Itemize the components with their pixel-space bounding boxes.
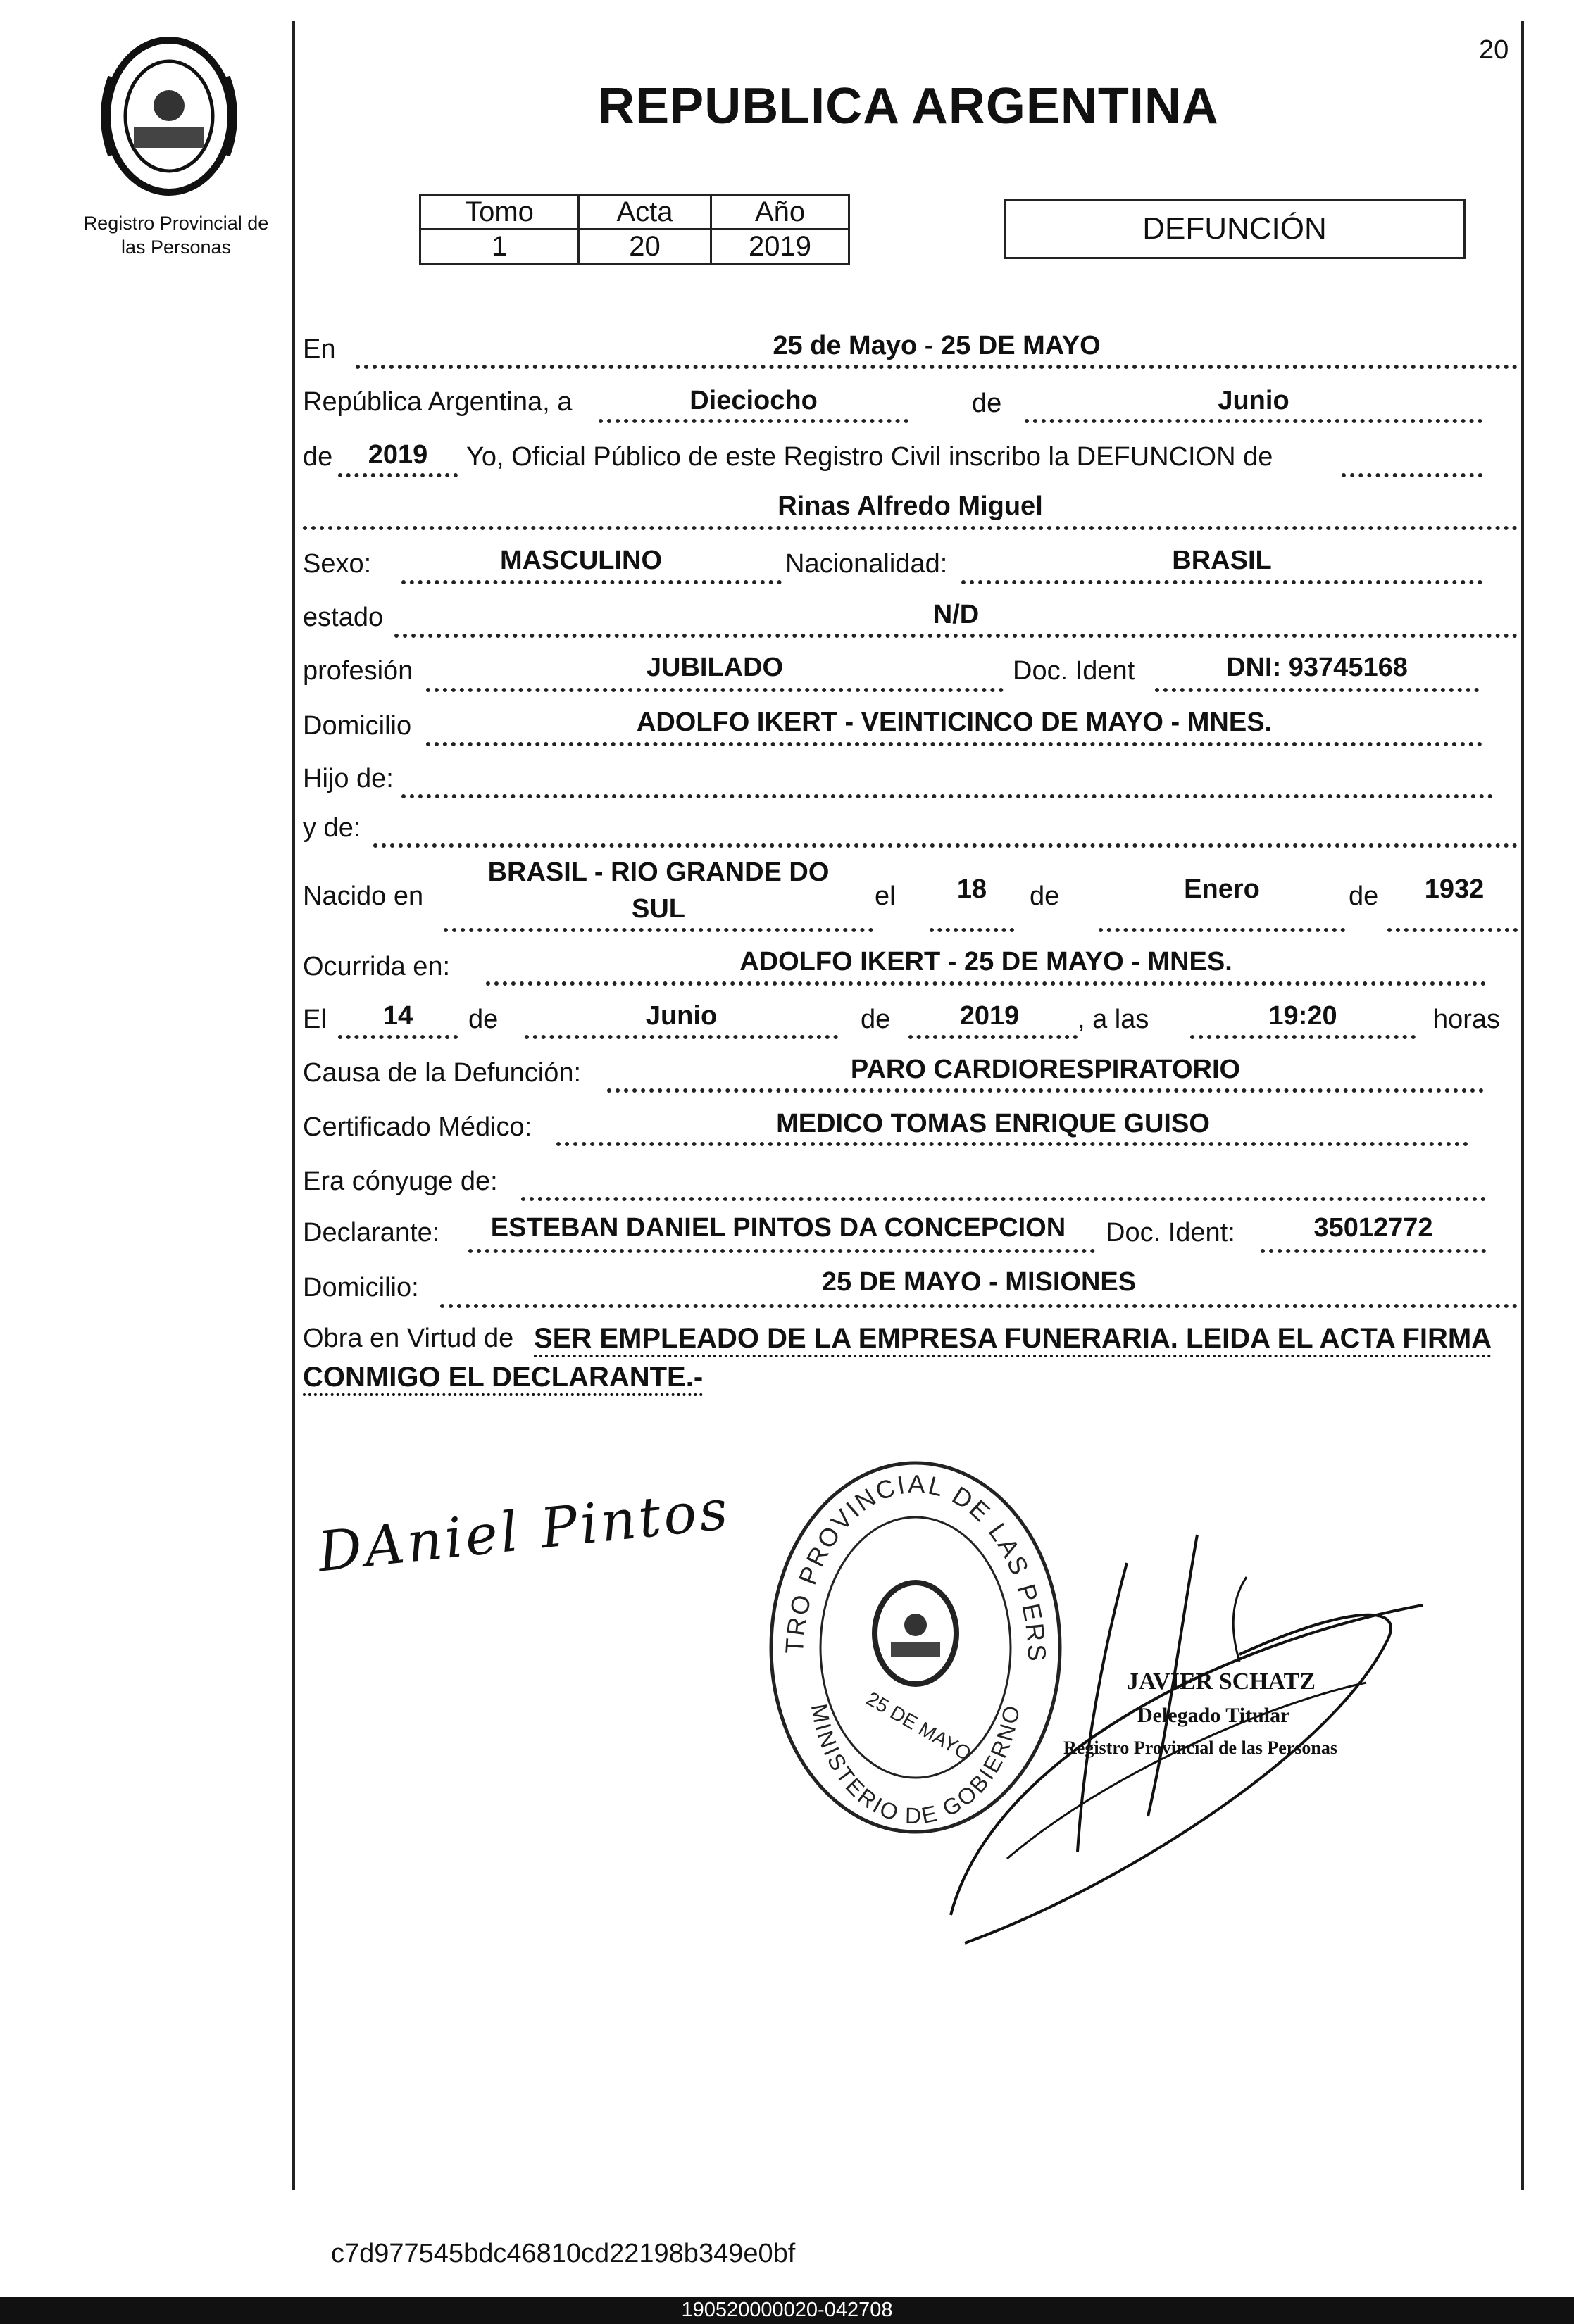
line-death-month <box>525 1035 838 1039</box>
value-declarant-address: 25 DE MAYO - MISIONES <box>821 1267 1137 1297</box>
line-declarant-address <box>440 1304 1518 1308</box>
line-profession <box>426 688 1004 692</box>
right-margin-rule <box>1521 21 1524 2190</box>
barcode-strip: 190520000020-042708 <box>0 2297 1574 2324</box>
record-type-box: DEFUNCIÓN <box>1004 199 1466 259</box>
line-y-de <box>373 843 1518 848</box>
value-nationality: BRASIL <box>1172 546 1272 575</box>
label-republica: República Argentina, a <box>303 387 573 417</box>
left-margin-rule <box>292 21 295 2190</box>
line-birth-month <box>1099 928 1345 932</box>
anio-label: Año <box>711 195 849 230</box>
label-obra: Obra en Virtud de <box>303 1324 514 1353</box>
line-nationality <box>961 580 1482 584</box>
province-seal-logo <box>99 35 239 197</box>
label-domicilio-colon: Domicilio: <box>303 1273 419 1302</box>
label-yo-text: Yo, Oficial Público de este Registro Civil inscribo la DEFUNCION de <box>466 442 1273 472</box>
value-occurred: ADOLFO IKERT - 25 DE MAYO - MNES. <box>739 947 1232 976</box>
value-deceased: Rinas Alfredo Miguel <box>777 491 1043 521</box>
logo-caption: Registro Provincial de las Personas <box>83 213 269 258</box>
declarant-handwritten-signature: DAniel Pintos <box>314 1478 734 1585</box>
label-domicilio: Domicilio <box>303 711 412 741</box>
line-yo-tail <box>1342 473 1482 477</box>
value-birth-year: 1932 <box>1424 874 1485 904</box>
line-doc <box>1155 688 1479 692</box>
stamp-arc-text: TRO PROVINCIAL DE LAS PERS <box>779 1469 1052 1664</box>
value-birthplace-line2: SUL <box>632 894 685 924</box>
label-doc-ident: Doc. Ident <box>1013 656 1135 686</box>
value-month: Junio <box>1218 386 1289 415</box>
label-a-las: , a las <box>1078 1005 1149 1034</box>
label-de-3: de <box>1030 881 1060 911</box>
label-hijo-de: Hijo de: <box>303 764 394 793</box>
value-death-time: 19:20 <box>1268 1001 1337 1031</box>
line-occurred <box>486 981 1486 986</box>
stamp-arc-bottom-text: MINISTERIO DE GOBIERNO <box>806 1702 1025 1829</box>
line-year <box>338 473 458 477</box>
value-death-day: 14 <box>382 1001 413 1031</box>
value-birthplace-line1: BRASIL - RIO GRANDE DO <box>487 858 830 887</box>
value-birth-day: 18 <box>956 874 987 904</box>
tomo-label: Tomo <box>420 195 579 230</box>
value-declarant-doc: 35012772 <box>1313 1213 1433 1243</box>
page-title: REPUBLICA ARGENTINA <box>598 78 1219 134</box>
label-doc-ident-colon: Doc. Ident: <box>1106 1218 1235 1248</box>
label-causa: Causa de la Defunción: <box>303 1058 582 1088</box>
label-en: En <box>303 334 336 364</box>
acta-value: 20 <box>579 230 711 264</box>
line-month <box>1025 419 1482 423</box>
line-deceased <box>303 526 1518 530</box>
label-certificado: Certificado Médico: <box>303 1112 532 1142</box>
value-birth-month: Enero <box>1184 874 1260 904</box>
value-address: ADOLFO IKERT - VEINTICINCO DE MAYO - MNES. <box>636 708 1273 737</box>
label-de-4: de <box>1349 881 1379 911</box>
label-sexo: Sexo: <box>303 549 372 579</box>
line-declarant-doc <box>1261 1249 1486 1253</box>
label-estado: estado <box>303 603 384 632</box>
value-death-year: 2019 <box>959 1001 1020 1031</box>
value-cause: PARO CARDIORESPIRATORIO <box>850 1055 1241 1084</box>
label-nacionalidad: Nacionalidad: <box>785 549 948 579</box>
line-address <box>426 742 1482 746</box>
line-day-words <box>599 419 908 423</box>
label-conyuge: Era cónyuge de: <box>303 1167 498 1196</box>
official-name: JAVIER SCHATZ <box>1127 1669 1316 1695</box>
line-death-time <box>1190 1035 1416 1039</box>
value-declarant: ESTEBAN DANIEL PINTOS DA CONCEPCION <box>490 1213 1066 1243</box>
label-de-6: de <box>861 1005 891 1034</box>
label-de-1: de <box>972 389 1002 418</box>
label-nacido-en: Nacido en <box>303 881 424 911</box>
line-conyuge <box>521 1197 1486 1201</box>
line-birth-year <box>1387 928 1518 932</box>
value-year: 2019 <box>368 440 428 470</box>
value-profession: JUBILADO <box>646 653 784 682</box>
line-declarant <box>468 1249 1095 1253</box>
tomo-value: 1 <box>420 230 579 264</box>
line-en <box>356 365 1518 369</box>
line-cause <box>607 1088 1484 1093</box>
value-place: 25 de Mayo - 25 DE MAYO <box>773 331 1101 360</box>
page-number: 20 <box>1479 35 1509 65</box>
line-hijo-de <box>401 794 1493 798</box>
value-day-words: Dieciocho <box>689 386 818 415</box>
document-hash: c7d977545bdc46810cd22198b349e0bf <box>331 2239 796 2268</box>
line-certificate <box>556 1142 1468 1146</box>
line-birthplace <box>444 928 873 932</box>
line-birth-day <box>930 928 1014 932</box>
tomo-acta-anio-table <box>419 194 850 265</box>
label-ocurrida-en: Ocurrida en: <box>303 952 451 981</box>
line-sex <box>401 580 782 584</box>
label-horas: horas <box>1433 1005 1501 1034</box>
line-death-day <box>338 1035 458 1039</box>
value-doc: DNI: 93745168 <box>1226 653 1408 682</box>
label-profesion: profesión <box>303 656 413 686</box>
anio-value: 2019 <box>711 230 849 264</box>
label-de-5: de <box>468 1005 499 1034</box>
value-death-month: Junio <box>645 1001 718 1031</box>
value-obra: SER EMPLEADO DE LA EMPRESA FUNERARIA. LEIDA EL ACTA FIRMA CONMIGO EL DECLARANTE.- <box>303 1323 1492 1393</box>
line-death-year <box>908 1035 1078 1039</box>
value-certificate: MEDICO TOMAS ENRIQUE GUISO <box>776 1109 1210 1138</box>
official-title: Delegado Titular <box>1137 1704 1290 1727</box>
acta-label: Acta <box>579 195 711 230</box>
label-el-cap: El <box>303 1005 327 1034</box>
label-el: el <box>875 881 896 911</box>
official-org: Registro Provincial de las Personas <box>1063 1738 1338 1758</box>
label-y-de: y de: <box>303 813 361 843</box>
line-estado <box>394 634 1518 638</box>
value-sex: MASCULINO <box>499 546 663 575</box>
stamp-center-text: 25 DE MAYO <box>863 1687 975 1765</box>
label-declarante: Declarante: <box>303 1218 440 1248</box>
label-de-2: de <box>303 442 333 472</box>
value-civil-status: N/D <box>932 600 980 629</box>
